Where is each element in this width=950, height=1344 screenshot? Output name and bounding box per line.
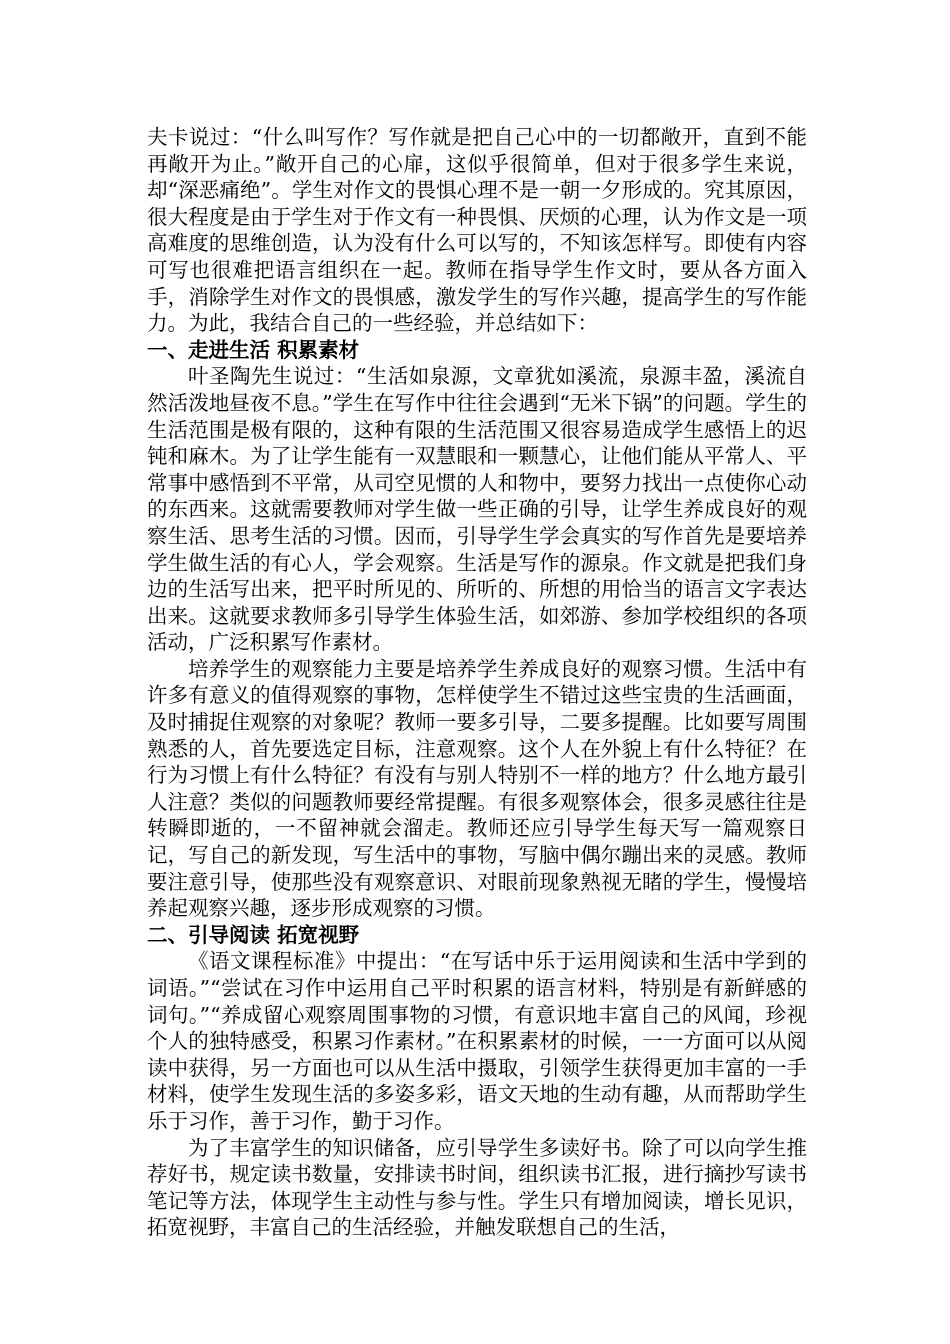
section-reading-paragraph-2: 为了丰富学生的知识储备，应引导学生多读好书。除了可以向学生推荐好书，规定读书数量，安排读书时间，组织读书汇报，进行摘抄写读书笔记等方法，体现学生主动性与参与性。学生只有增加阅读，增长见识，拓宽视野，丰富自己的生活经验，并触发联想自己的生活， xyxy=(147,1135,807,1240)
section-reading-paragraph-1: 《语文课程标准》中提出：“在写话中乐于运用阅读和生活中学到的词语。”“尝试在习作中运用自己平时积累的语言材料，特别是有新鲜感的词句。”“养成留心观察周围事物的习惯，有意识地丰富自己的风闻，珍视个人的独特感受，积累习作素材。”在积累素材的时候，一一方面可以从阅读中获得，另一方面也可以从生活中摄取，引领学生获得更加丰富的一手材料，使学生发现生活的多姿多彩，语文天地的生动有趣，从而帮助学生乐于习作，善于习作，勤于习作。 xyxy=(147,949,807,1133)
section-heading-reading: 二、引导阅读 拓宽视野 xyxy=(147,922,360,947)
document-page xyxy=(147,124,807,1241)
section-heading-life: 一、走进生活 积累素材 xyxy=(147,337,360,362)
section-life-paragraph-1: 叶圣陶先生说过：“生活如泉源，文章犹如溪流，泉源丰盈，溪流自然活泼地昼夜不息。”学生在写作中往往会遇到“无米下锅”的问题。学生的生活范围是极有限的，这种有限的生活范围又很容易造成学生感悟上的迟钝和麻木。为了让学生能有一双慧眼和一颗慧心，让他们能从平常人、平常事中感悟到不平常，从司空见惯的人和物中，要努力找出一点使你心动的东西来。这就需要教师对学生做一些正确的引导，让学生养成良好的观察生活、思考生活的习惯。因而，引导学生学会真实的写作首先是要培养学生做生活的有心人，学会观察。生活是写作的源泉。作文就是把我们身边的生活写出来，把平时所见的、所听的、所想的用恰当的语言文字表达出来。这就要求教师多引导学生体验生活，如郊游、参加学校组织的各项活动，广泛积累写作素材。 xyxy=(147,364,807,655)
intro-paragraph: 夫卡说过：“什么叫写作？写作就是把自己心中的一切都敞开，直到不能再敞开为止。”敞开自己的心扉，这似乎很简单，但对于很多学生来说，却“深恶痛绝”。学生对作文的畏惧心理不是一朝一夕形成的。究其原因，很大程度是由于学生对于作文有一种畏惧、厌烦的心理，认为作文是一项高难度的思维创造，认为没有什么可以写的，不知该怎样写。即使有内容可写也很难把语言组织在一起。教师在指导学生作文时，要从各方面入手，消除学生对作文的畏惧感，激发学生的写作兴趣，提高学生的写作能力。为此，我结合自己的一些经验，并总结如下： xyxy=(147,125,807,336)
section-life-paragraph-2: 培养学生的观察能力主要是培养学生养成良好的观察习惯。生活中有许多有意义的值得观察的事物，怎样使学生不错过这些宝贵的生活画面，及时捕捉住观察的对象呢？教师一要多引导，二要多提醒。比如要写周围熟悉的人，首先要选定目标，注意观察。这个人在外貌上有什么特征？在行为习惯上有什么特征？有没有与别人特别不一样的地方？什么地方最引人注意？类似的问题教师要经常提醒。有很多观察体会，很多灵感往往是转瞬即逝的，一不留神就会溜走。教师还应引导学生每天写一篇观察日记，写自己的新发现，写生活中的事物，写脑中偶尔蹦出来的灵感。教师要注意引导，使那些没有观察意识、对眼前现象熟视无睹的学生，慢慢培养起观察兴趣，逐步形成观察的习惯。 xyxy=(147,656,807,921)
